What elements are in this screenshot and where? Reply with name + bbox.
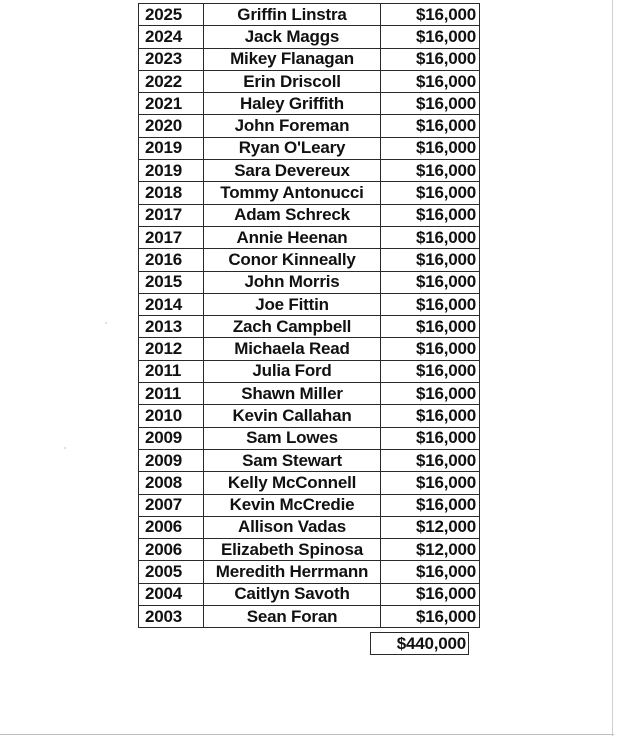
year-cell: 2024 xyxy=(139,26,204,48)
amount-cell: $16,000 xyxy=(381,93,480,115)
table-row xyxy=(139,338,480,360)
amount-cell: $16,000 xyxy=(381,115,480,137)
amount-cell: $16,000 xyxy=(381,249,480,271)
recipient-name-cell: Erin Driscoll xyxy=(204,70,381,92)
table-row xyxy=(139,539,480,561)
year-cell: 2011 xyxy=(139,383,204,405)
recipient-name-cell: Elizabeth Spinosa xyxy=(204,539,381,561)
amount-cell: $16,000 xyxy=(381,449,480,471)
year-cell: 2009 xyxy=(139,427,204,449)
table-row xyxy=(139,561,480,583)
amount-cell: $16,000 xyxy=(381,606,480,628)
recipient-name-cell: Sam Stewart xyxy=(204,449,381,471)
year-cell: 2017 xyxy=(139,204,204,226)
table-row xyxy=(139,360,480,382)
year-cell: 2011 xyxy=(139,360,204,382)
amount-cell: $16,000 xyxy=(381,137,480,159)
amount-cell: $16,000 xyxy=(381,383,480,405)
year-cell: 2003 xyxy=(139,606,204,628)
recipient-name-cell: Julia Ford xyxy=(204,360,381,382)
recipient-name-cell: Caitlyn Savoth xyxy=(204,583,381,605)
amount-cell: $16,000 xyxy=(381,204,480,226)
recipient-name-cell: Annie Heenan xyxy=(204,226,381,248)
recipient-name-cell: Kevin Callahan xyxy=(204,405,381,427)
table-row xyxy=(139,26,480,48)
table-row xyxy=(139,115,480,137)
recipient-name-cell: Kevin McCredie xyxy=(204,494,381,516)
scan-speck xyxy=(64,447,66,449)
year-cell: 2012 xyxy=(139,338,204,360)
recipient-name-cell: Sam Lowes xyxy=(204,427,381,449)
amount-cell: $16,000 xyxy=(381,160,480,182)
amount-cell: $16,000 xyxy=(381,182,480,204)
year-cell: 2023 xyxy=(139,48,204,70)
table-row xyxy=(139,494,480,516)
year-cell: 2007 xyxy=(139,494,204,516)
table-row xyxy=(139,405,480,427)
year-cell: 2013 xyxy=(139,316,204,338)
year-cell: 2010 xyxy=(139,405,204,427)
amount-cell: $16,000 xyxy=(381,226,480,248)
table-row xyxy=(139,383,480,405)
table-row xyxy=(139,427,480,449)
recipient-name-cell: Tommy Antonucci xyxy=(204,182,381,204)
table-row xyxy=(139,160,480,182)
amount-cell: $16,000 xyxy=(381,4,480,26)
recipient-name-cell: Jack Maggs xyxy=(204,26,381,48)
scholarship-table xyxy=(138,3,480,628)
scan-speck xyxy=(105,322,107,324)
year-cell: 2015 xyxy=(139,271,204,293)
table-row xyxy=(139,137,480,159)
table-row xyxy=(139,182,480,204)
recipient-name-cell: Meredith Herrmann xyxy=(204,561,381,583)
amount-cell: $12,000 xyxy=(381,539,480,561)
scan-page-edge-right xyxy=(612,0,613,736)
amount-cell: $16,000 xyxy=(381,26,480,48)
recipient-name-cell: Sara Devereux xyxy=(204,160,381,182)
table-row xyxy=(139,271,480,293)
amount-cell: $16,000 xyxy=(381,583,480,605)
year-cell: 2006 xyxy=(139,516,204,538)
amount-cell: $16,000 xyxy=(381,405,480,427)
year-cell: 2009 xyxy=(139,449,204,471)
recipient-name-cell: Shawn Miller xyxy=(204,383,381,405)
table-row xyxy=(139,606,480,628)
recipient-name-cell: Conor Kinneally xyxy=(204,249,381,271)
amount-cell: $16,000 xyxy=(381,494,480,516)
recipient-name-cell: Allison Vadas xyxy=(204,516,381,538)
amount-cell: $12,000 xyxy=(381,516,480,538)
recipient-name-cell: John Foreman xyxy=(204,115,381,137)
amount-cell: $16,000 xyxy=(381,338,480,360)
table-row xyxy=(139,316,480,338)
total-amount: $440,000 xyxy=(370,632,469,655)
recipient-name-cell: Haley Griffith xyxy=(204,93,381,115)
table-row xyxy=(139,4,480,26)
year-cell: 2005 xyxy=(139,561,204,583)
year-cell: 2019 xyxy=(139,160,204,182)
amount-cell: $16,000 xyxy=(381,70,480,92)
scholarship-table-body xyxy=(139,4,480,628)
amount-cell: $16,000 xyxy=(381,472,480,494)
table-row xyxy=(139,293,480,315)
year-cell: 2004 xyxy=(139,583,204,605)
year-cell: 2021 xyxy=(139,93,204,115)
table-row xyxy=(139,516,480,538)
amount-cell: $16,000 xyxy=(381,316,480,338)
table-row xyxy=(139,70,480,92)
recipient-name-cell: Zach Campbell xyxy=(204,316,381,338)
year-cell: 2020 xyxy=(139,115,204,137)
recipient-name-cell: Kelly McConnell xyxy=(204,472,381,494)
table-row xyxy=(139,93,480,115)
amount-cell: $16,000 xyxy=(381,561,480,583)
recipient-name-cell: Adam Schreck xyxy=(204,204,381,226)
year-cell: 2017 xyxy=(139,226,204,248)
table-row xyxy=(139,204,480,226)
table-row xyxy=(139,226,480,248)
recipient-name-cell: Michaela Read xyxy=(204,338,381,360)
amount-cell: $16,000 xyxy=(381,427,480,449)
year-cell: 2018 xyxy=(139,182,204,204)
scan-page-edge-bottom xyxy=(0,734,614,735)
amount-cell: $16,000 xyxy=(381,271,480,293)
year-cell: 2014 xyxy=(139,293,204,315)
year-cell: 2025 xyxy=(139,4,204,26)
recipient-name-cell: Mikey Flanagan xyxy=(204,48,381,70)
table-row xyxy=(139,583,480,605)
recipient-name-cell: Griffin Linstra xyxy=(204,4,381,26)
table-row xyxy=(139,48,480,70)
year-cell: 2006 xyxy=(139,539,204,561)
table-row xyxy=(139,449,480,471)
recipient-name-cell: Ryan O'Leary xyxy=(204,137,381,159)
table-row xyxy=(139,472,480,494)
amount-cell: $16,000 xyxy=(381,293,480,315)
recipient-name-cell: Joe Fittin xyxy=(204,293,381,315)
year-cell: 2022 xyxy=(139,70,204,92)
year-cell: 2008 xyxy=(139,472,204,494)
amount-cell: $16,000 xyxy=(381,360,480,382)
recipient-name-cell: John Morris xyxy=(204,271,381,293)
year-cell: 2016 xyxy=(139,249,204,271)
year-cell: 2019 xyxy=(139,137,204,159)
table-row xyxy=(139,249,480,271)
recipient-name-cell: Sean Foran xyxy=(204,606,381,628)
amount-cell: $16,000 xyxy=(381,48,480,70)
